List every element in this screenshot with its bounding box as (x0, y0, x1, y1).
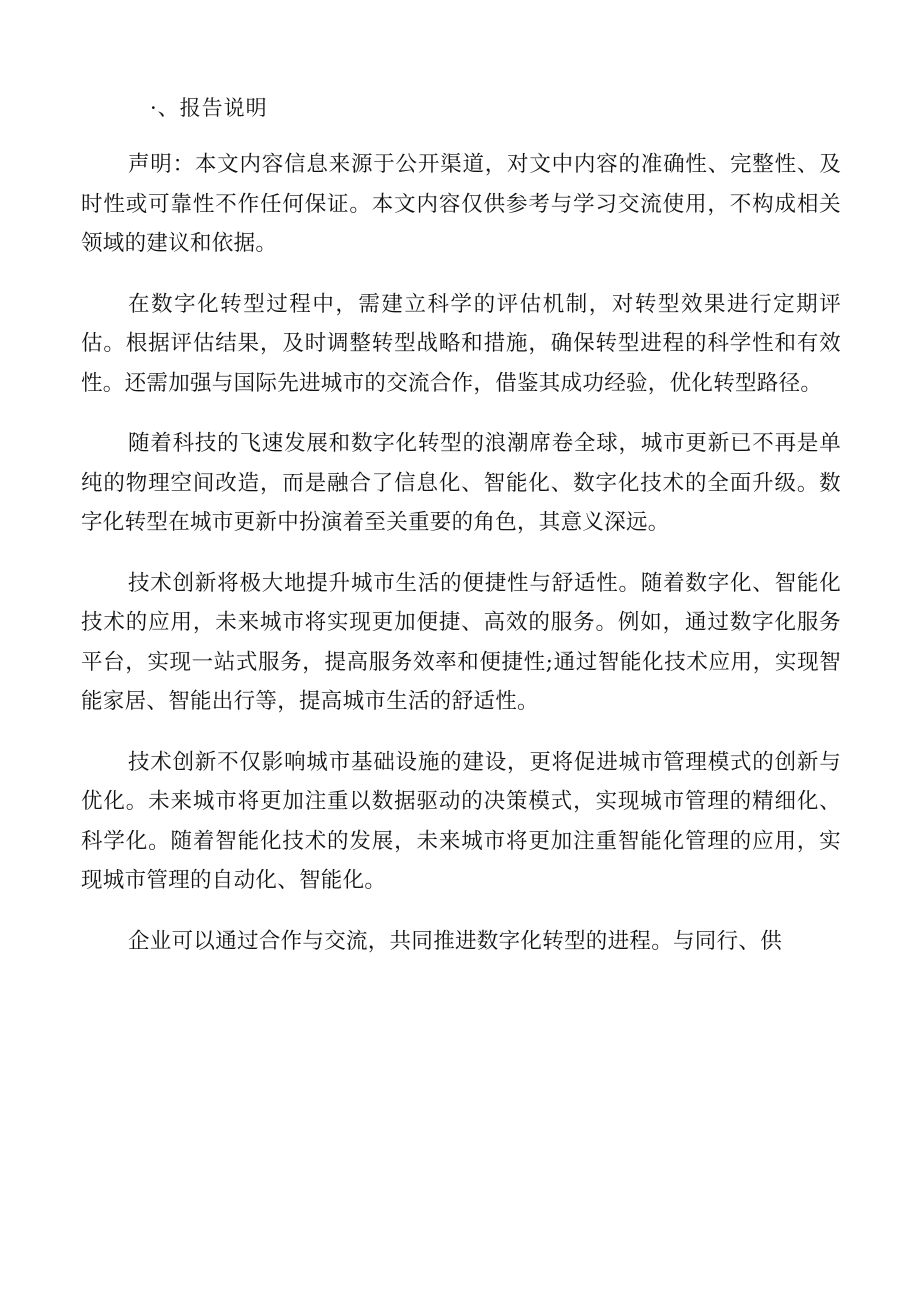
paragraph-background: 随着科技的飞速发展和数字化转型的浪潮席卷全球，城市更新已不再是单纯的物理空间改造，而是融合了信息化、智能化、数字化技术的全面升级。数字化转型在城市更新中扮演着至关重要的角色，其意义深远。 (81, 431, 841, 535)
section-heading: ·、报告说明 (150, 96, 268, 120)
paragraph-evaluation: 在数字化转型过程中，需建立科学的评估机制，对转型效果进行定期评估。根据评估结果，及时调整转型战略和措施，确保转型进程的科学性和有效性。还需加强与国际先进城市的交流合作，借鉴其成功经验，优化转型路径。 (81, 291, 841, 396)
paragraph-management: 技术创新不仅影响城市基础设施的建设，更将促进城市管理模式的创新与优化。未来城市将更加注重以数据驱动的决策模式，实现城市管理的精细化、科学化。随着智能化技术的发展，未来城市将更加注重智能化管理的应用，实现城市管理的自动化、智能化。 (81, 749, 841, 893)
paragraph-cooperation: 企业可以通过合作与交流，共同推进数字化转型的进程。与同行、供 (128, 928, 783, 954)
paragraph-disclaimer: 声明：本文内容信息来源于公开渠道，对文中内容的准确性、完整性、及时性或可靠性不作任何保证。本文内容仅供参考与学习交流使用，不构成相关领域的建议和依据。 (81, 152, 841, 256)
paragraph-convenience: 技术创新将极大地提升城市生活的便捷性与舒适性。随着数字化、智能化技术的应用，未来城市将实现更加便捷、高效的服务。例如，通过数字化服务平台，实现一站式服务，提高服务效率和便捷性;通过智能化技术应用，实现智能家居、智能出行等，提高城市生活的舒适性。 (81, 570, 841, 714)
document-body (81, 145, 841, 961)
